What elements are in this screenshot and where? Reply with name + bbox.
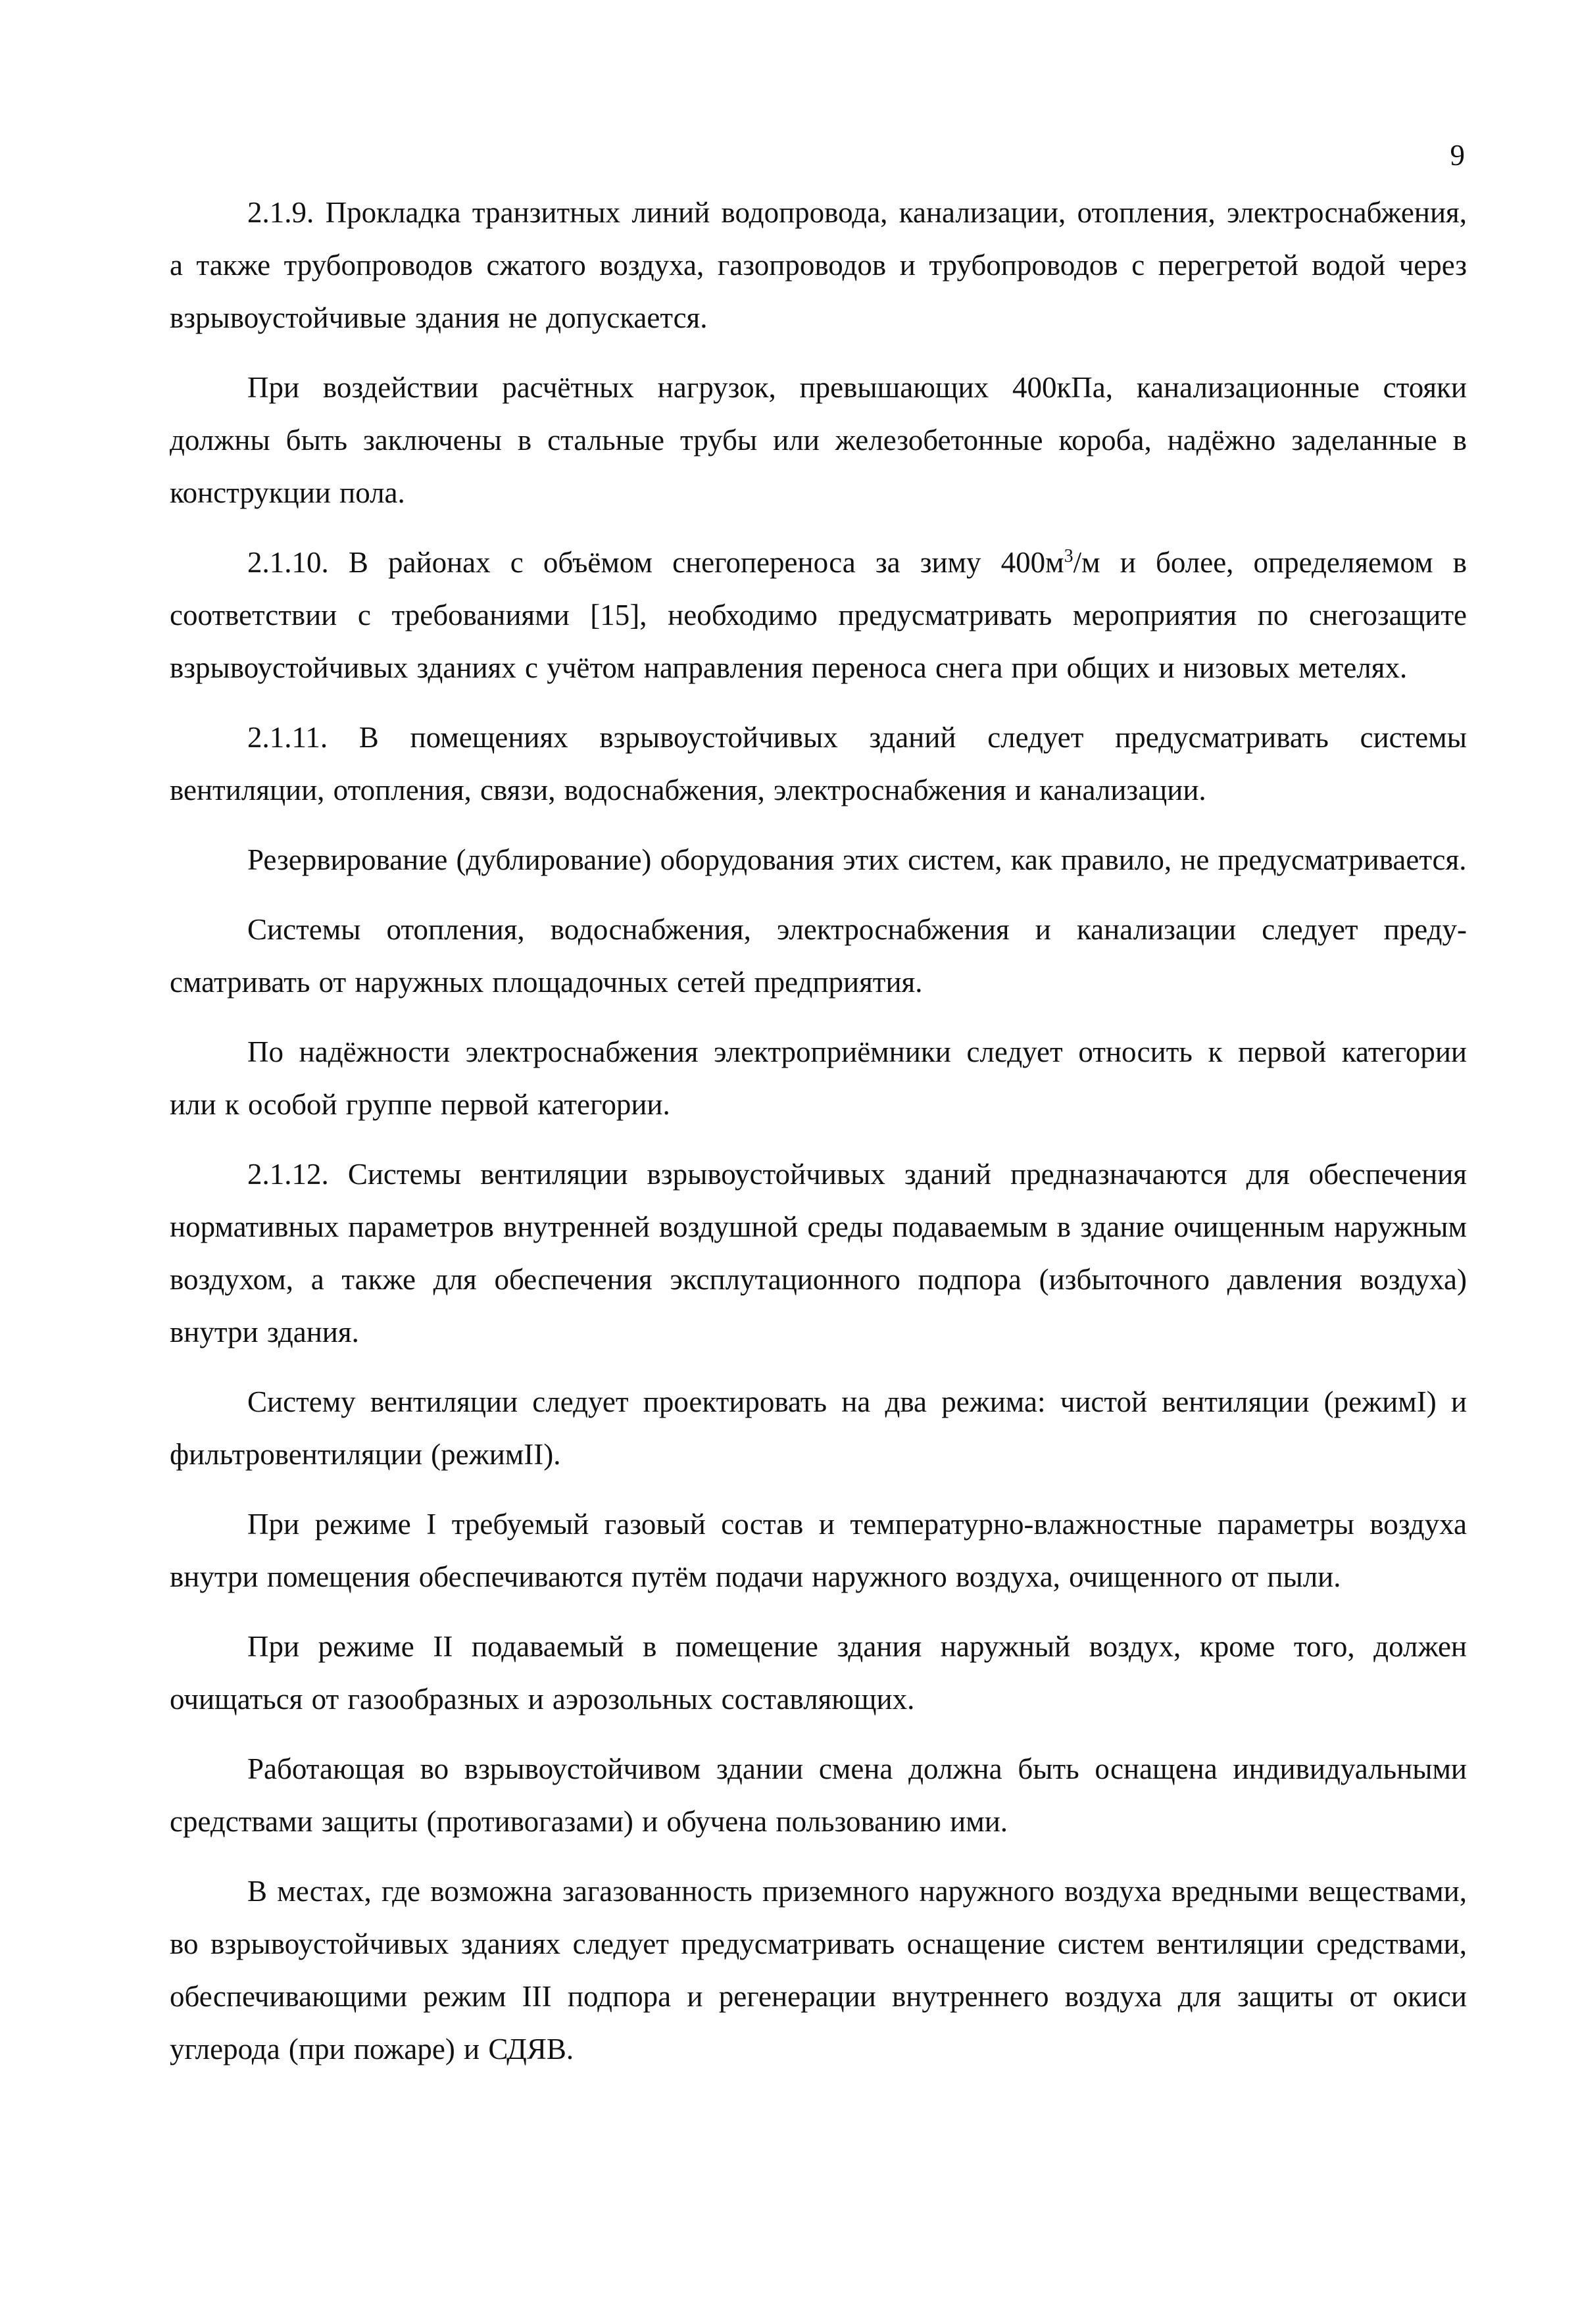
paragraph-2-1-9: 2.1.9. Прокладка транзитных линий водопровода, канализации, отопления, электроснабжения, а также трубопроводов сжатого воздуха, газопроводов и трубопроводов с перегретой водой через взрывоустойчивые здания не допускается. [170,196,1467,334]
document-body [170,186,1467,2092]
paragraph-mode-3: В местах, где возможна загазованность приземного наружного воздуха вредными веществами, во взрывоустойчивых зданиях следует предусматривать оснащение систем вентиляции средствами, обеспечивающими режим III подпора и регенерации внутреннего воздуха для защиты от окиси углерода (при пожаре) и СДЯВ. [170,1875,1467,2065]
paragraph-utility-networks: Системы отопления, водоснабжения, электроснабжения и канализации следует предусматривать от наружных площадочных сетей предприятия. [170,913,1467,999]
paragraph-protective-equipment: Работающая во взрывоустойчивом здании смена должна быть оснащена индивидуальными средствами защиты (противогазами) и обучена пользованию ими. [170,1752,1467,1838]
paragraph-ventilation-modes: Систему вентиляции следует проектировать на два режима: чистой вентиляции (режимI) и фильтровентиляции (режимII). [170,1385,1467,1471]
paragraph-2-1-10-start: 2.1.10. В районах с объёмом снегопереноса за зиму 400м [247,546,1064,579]
paragraph-power-category: По надёжности электроснабжения электроприёмники следует относить к первой категории или к особой группе первой категории. [170,1035,1467,1121]
paragraph-redundancy: Резервирование (дублирование) оборудования этих систем, как правило, не предусматривается. [247,843,1467,876]
paragraph-sewer-risers: При воздействии расчётных нагрузок, превышающих 400кПа, канализационные стояки должны быть заключены в стальные трубы или железобетонные короба, надёжно заделанные в конструкции пола. [170,371,1467,509]
paragraph-2-1-10 [170,536,1467,694]
superscript-3: 3 [1064,546,1073,566]
paragraph-2-1-11: 2.1.11. В помещениях взрывоустойчивых зданий следует предусматривать системы вентиляции, отопления, связи, водоснабжения, электроснабжения и канализации. [170,721,1467,806]
page-number: 9 [1450,139,1465,172]
paragraph-2-1-10-end: /м и более, определяемом в соответствии с требованиями [15], необходимо предусматривать мероприятия по снегозащите взрывоустойчивых зданиях с учётом направления переноса снега при общих и низовых метелях. [170,546,1467,684]
paragraph-mode-2: При режиме II подаваемый в помещение здания наружный воздух, кроме того, должен очищаться от газообразных и аэрозольных составляющих. [170,1630,1467,1716]
paragraph-2-1-12: 2.1.12. Системы вентиляции взрывоустойчивых зданий предназначаются для обеспечения нормативных параметров внутренней воздушной среды подаваемым в здание очищенным наружным воздухом, а также для обеспечения эксплутационного подпора (избыточного давления воздуха) внутри здания. [170,1158,1467,1348]
paragraph-mode-1: При режиме I требуемый газовый состав и температурно-влажностные параметры воздуха внутри помещения обеспечиваются путём подачи наружного воздуха, очищенного от пыли. [170,1508,1467,1593]
